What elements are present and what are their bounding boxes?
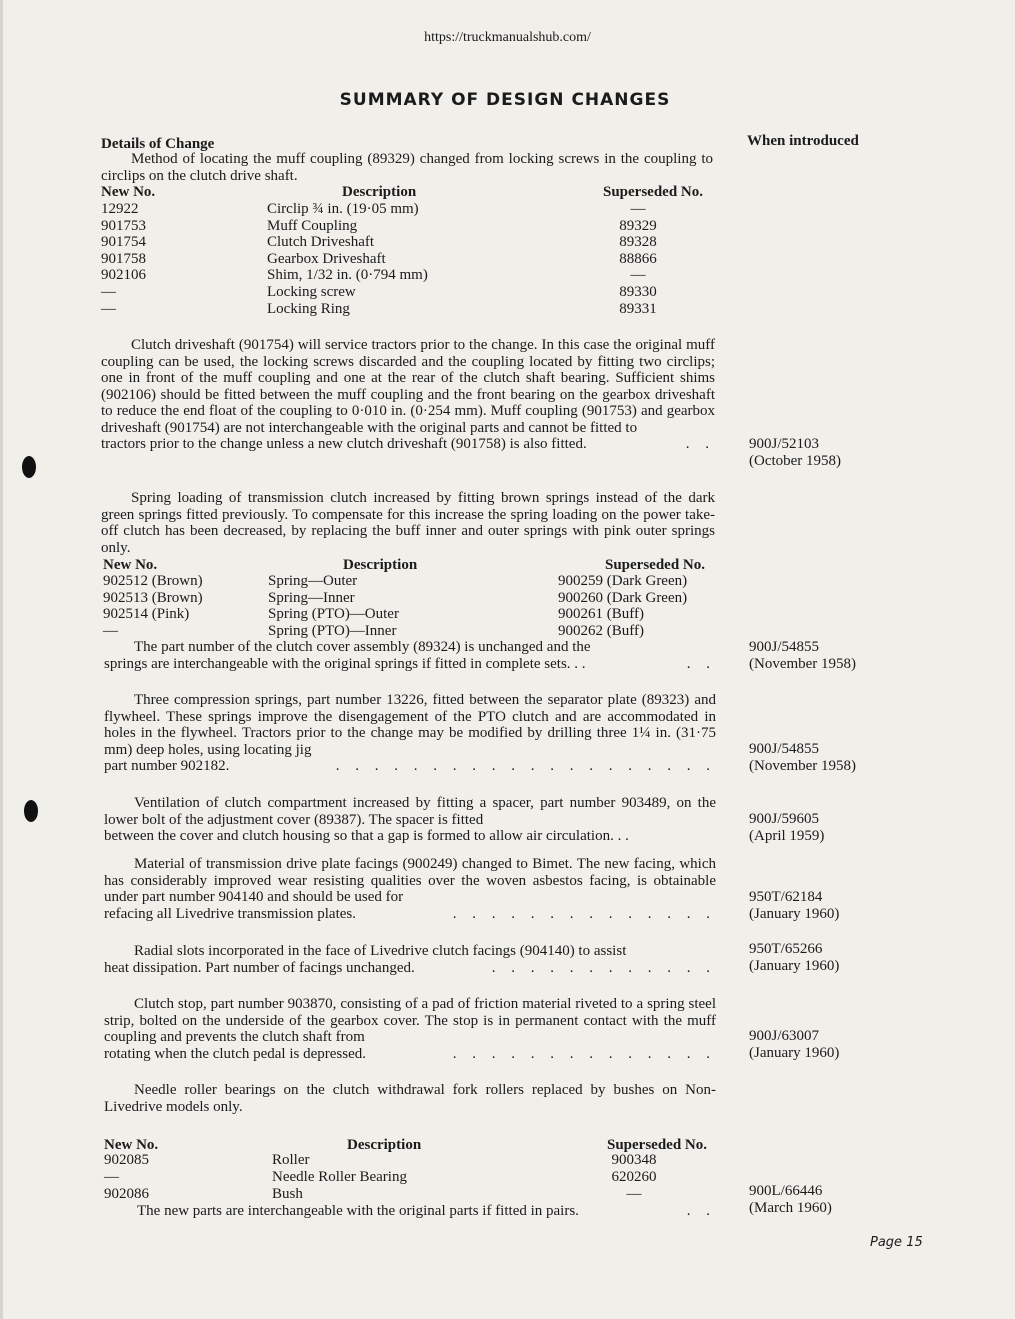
s2-when-date: (November 1958) — [749, 655, 857, 672]
col-superseded-no: Superseded No. — [603, 184, 704, 200]
col-description: Description — [342, 184, 417, 200]
part-new-no: — — [103, 622, 118, 639]
s6-when-date: (January 1960) — [749, 957, 840, 974]
s7-paragraph: Clutch stop, part number 903870, consisting of a pad of friction material riveted to a spring steel strip, bolted on the underside of the gearbox cover. The stop is in permanent contact with the muff coupling and prevents the clutch shaft from rotating when the clutch pedal is depressed. . . . . . . . . . . . . . . — [104, 996, 716, 1062]
s8-parts-table — [104, 1137, 719, 1205]
s6-paragraph: Radial slots incorporated in the face of Livedrive clutch facings (904140) to assist heat dissipation. Part number of facings unchanged. . . . . . . . . . . . . — [104, 943, 716, 976]
part-new-no: 901754 — [101, 234, 146, 251]
col-description: Description — [343, 557, 418, 573]
part-description: Gearbox Driveshaft — [267, 250, 386, 267]
s8-closing — [104, 1203, 716, 1220]
part-superseded-no: 900262 (Buff) — [558, 622, 644, 639]
s2-last-line: springs are interchangeable with the original springs if fitted in complete sets. . . . . — [104, 655, 716, 672]
s3-last-line: part number 902182. . . . . . . . . . . . . . . . . . . . . — [104, 758, 716, 774]
s8-when — [749, 1183, 929, 1216]
s5-when — [749, 889, 929, 922]
s1-paragraph: Clutch driveshaft (901754) will service tractors prior to the change. In this case the original muff coupling can be used, the locking screws discarded and the coupling located by fitting two circlips; one in front of the muff coupling and one at the rear of the clutch shaft bearing. Sufficient shims (902106) should be fitted between the muff coupling and the front bearing on the gearbox driveshaft to reduce the end float of the coupling to 0·010 in. (0·254 mm). Muff coupling (901753) and gearbox driveshaft (901754) are not interchangeable with the original parts and cannot be fitted to tractors prior to the change unless a new clutch driveshaft (901758) is also fitted. . . — [101, 337, 715, 452]
part-description: Spring—Inner — [268, 589, 355, 606]
s1-parts-table — [101, 184, 716, 324]
s7-when-code: 900J/63007 — [749, 1028, 820, 1044]
s4-last-line: between the cover and clutch housing so that a gap is formed to allow air circulation. . . — [104, 828, 629, 844]
part-description: Spring (PTO)—Outer — [268, 606, 399, 622]
s4-paragraph: Ventilation of clutch compartment increased by fitting a spacer, part number 903489, on the lower bolt of the adjustment cover (89387). The spacer is fitted between the cover and clutch housing so that a gap is formed to allow air circulation. . . — [104, 795, 716, 844]
part-new-no: 902513 (Brown) — [103, 589, 203, 606]
s1-last-line: tractors prior to the change unless a new clutch driveshaft (901758) is also fitted. . . — [101, 436, 715, 452]
s1-when-code: 900J/52103 — [749, 436, 820, 452]
part-new-no: 902085 — [104, 1152, 149, 1168]
page-number: Page 15 — [870, 1235, 923, 1250]
col-superseded-no: Superseded No. — [607, 1137, 708, 1153]
table-row — [101, 218, 716, 235]
s1-when — [749, 436, 929, 469]
s2-when — [749, 639, 929, 672]
part-new-no: 902086 — [104, 1186, 149, 1202]
s4-when-code: 900J/59605 — [749, 811, 820, 827]
source-url[interactable]: https://truckmanualshub.com/ — [424, 30, 591, 45]
part-new-no: 902514 (Pink) — [103, 606, 190, 622]
s5-paragraph: Material of transmission drive plate facings (900249) changed to Bimet. The new facing, which has considerably improved wear resisting qualities over the woven asbestos facing, is obtainable under part number 904140 and should be used for refacing all Livedrive transmission plates. . . . . . . . . . . . . . . — [104, 856, 716, 922]
col-description: Description — [347, 1137, 422, 1153]
table-row — [101, 201, 716, 218]
part-new-no: 902512 (Brown) — [103, 573, 203, 589]
part-description: Locking Ring — [267, 300, 350, 317]
s6-last-line: heat dissipation. Part number of facings unchanged. . . . . . . . . . . . . — [104, 959, 716, 976]
col-superseded-no: Superseded No. — [605, 557, 706, 573]
s5-when-date: (January 1960) — [749, 905, 840, 922]
part-description: Locking screw — [267, 284, 356, 300]
s8-paragraph: Needle roller bearings on the clutch withdrawal fork rollers replaced by bushes on Non-Livedrive models only. — [104, 1082, 716, 1115]
table-row — [101, 301, 716, 318]
part-description: Circlip ¾ in. (19·05 mm) — [267, 201, 419, 217]
s4-when-date: (April 1959) — [749, 827, 825, 844]
part-superseded-no: 900261 (Buff) — [558, 606, 644, 622]
part-superseded-no: 900260 (Dark Green) — [558, 589, 688, 606]
s8-when-code: 900L/66446 — [749, 1183, 823, 1199]
s1-intro: Method of locating the muff coupling (89329) changed from locking screws in the coupling to circlips on the clutch drive shaft. — [101, 151, 713, 184]
s7-when — [749, 1028, 929, 1061]
table-row — [103, 623, 718, 640]
table-row — [103, 590, 718, 607]
s1-when-date: (October 1958) — [749, 452, 842, 469]
part-new-no: — — [101, 300, 116, 317]
table-row — [103, 573, 718, 590]
part-superseded-no: 89329 — [619, 217, 657, 234]
binder-hole-mark — [22, 456, 36, 478]
s3-when-date: (November 1958) — [749, 757, 857, 774]
table-row — [101, 234, 716, 251]
col-new-no: New No. — [104, 1137, 159, 1153]
s2-when-code: 900J/54855 — [749, 639, 820, 655]
s5-last-line: refacing all Livedrive transmission plates. . . . . . . . . . . . . . . — [104, 905, 716, 922]
part-superseded-no: — — [630, 267, 646, 284]
part-description: Spring (PTO)—Inner — [268, 622, 397, 639]
part-superseded-no: — — [630, 201, 646, 217]
s3-paragraph: Three compression springs, part number 13226, fitted between the separator plate (89323) and flywheel. These springs improve the disengagement of the PTO clutch and are accommodated in holes in the flywheel. Tractors prior to the change may be modified by drilling three 1¼ in. (31·75 mm) deep holes, using locating jig part number 902182. . . . . . . . . . . . . . . . . . . . . — [104, 692, 716, 774]
s3-when-code: 900J/54855 — [749, 741, 820, 757]
s8-when-date: (March 1960) — [749, 1199, 832, 1216]
part-description: Needle Roller Bearing — [272, 1169, 407, 1185]
part-new-no: — — [101, 284, 116, 300]
s6-when-code: 950T/65266 — [749, 941, 823, 957]
part-description: Spring—Outer — [268, 573, 358, 589]
part-superseded-no: 89331 — [619, 300, 657, 317]
table-row — [101, 251, 716, 268]
part-superseded-no: 89330 — [619, 284, 657, 300]
s7-last-line: rotating when the clutch pedal is depressed. . . . . . . . . . . . . . . — [104, 1045, 716, 1062]
part-superseded-no: 900348 — [611, 1152, 657, 1168]
part-description: Bush — [272, 1186, 303, 1202]
s7-when-date: (January 1960) — [749, 1044, 840, 1061]
table-row — [104, 1169, 719, 1186]
table-row — [103, 606, 718, 623]
part-new-no: 901758 — [101, 250, 146, 267]
part-superseded-no: 620260 — [611, 1169, 657, 1185]
s2-table-header — [103, 557, 718, 574]
part-new-no: 902106 — [101, 267, 146, 284]
table-row — [104, 1152, 719, 1169]
col-new-no: New No. — [101, 184, 156, 200]
s3-when — [749, 741, 929, 774]
page-title: SUMMARY OF DESIGN CHANGES — [339, 90, 671, 110]
s2-paragraph: Spring loading of transmission clutch increased by fitting brown springs instead of the dark green springs fitted previously. To compensate for this increase the spring loading on the power take-off clutch has been decreased, by replacing the buff inner and outer springs with pink outer springs only. — [101, 490, 715, 556]
table-row — [101, 267, 716, 284]
s5-when-code: 950T/62184 — [749, 889, 823, 905]
s6-when — [749, 941, 929, 974]
page-edge-shadow — [0, 0, 3, 1319]
details-column-heading: Details of Change — [101, 136, 215, 152]
s2-parts-table — [103, 557, 718, 641]
col-new-no: New No. — [103, 557, 158, 573]
part-superseded-no: 88866 — [619, 250, 657, 267]
when-column-heading: When introduced — [747, 133, 859, 149]
part-description: Shim, 1/32 in. (0·794 mm) — [267, 267, 428, 284]
s8-last-line: The new parts are interchangeable with the original parts if fitted in pairs. . . — [137, 1203, 716, 1219]
s2-closing: The part number of the clutch cover assembly (89324) is unchanged and the springs are interchangeable with the original springs if fitted in complete sets. . . . . — [104, 639, 716, 672]
part-superseded-no: — — [626, 1186, 642, 1202]
table-row — [101, 284, 716, 301]
part-description: Muff Coupling — [267, 217, 358, 234]
part-description: Clutch Driveshaft — [267, 234, 375, 251]
s1-table-header — [101, 184, 716, 201]
part-new-no: 12922 — [101, 201, 139, 217]
part-superseded-no: 89328 — [619, 234, 657, 251]
binder-hole-mark — [24, 800, 38, 822]
part-superseded-no: 900259 (Dark Green) — [558, 573, 688, 589]
part-new-no: 901753 — [101, 217, 146, 234]
s4-when — [749, 811, 929, 844]
table-row — [104, 1186, 719, 1203]
part-new-no: — — [104, 1169, 119, 1185]
part-description: Roller — [272, 1152, 310, 1168]
